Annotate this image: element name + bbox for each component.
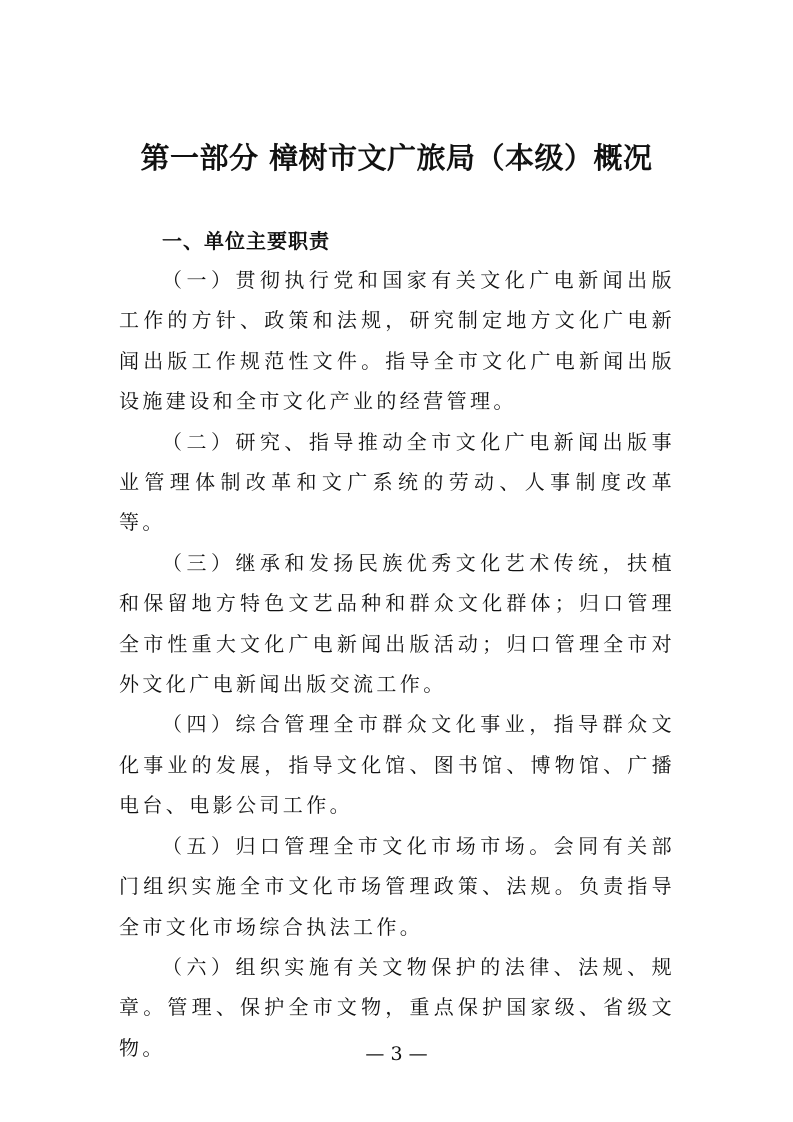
paragraph-duty-5: （五）归口管理全市文化市场市场。会同有关部门组织实施全市文化市场管理政策、法规。负责指导全市文化市场综合执法工作。 <box>119 833 675 939</box>
paragraph-duty-4: （四）综合管理全市群众文化事业，指导群众文化事业的发展，指导文化馆、图书馆、博物馆、广播电台、电影公司工作。 <box>119 712 675 818</box>
paragraph-duty-1: （一）贯彻执行党和国家有关文化广电新闻出版工作的方针、政策和法规，研究制定地方文化广电新闻出版工作规范性文件。指导全市文化广电新闻出版设施建设和全市文化产业的经营管理。 <box>119 268 675 414</box>
paragraph-duty-2: （二）研究、指导推动全市文化广电新闻出版事业管理体制改革和文广系统的劳动、人事制度改革等。 <box>119 429 675 535</box>
page-title: 第一部分 樟树市文广旅局（本级）概况 <box>140 141 653 175</box>
paragraph-duty-6: （六）组织实施有关文物保护的法律、法规、规章。管理、保护全市文物，重点保护国家级、省级文物。 <box>119 954 675 1060</box>
paragraph-duty-3: （三）继承和发扬民族优秀文化艺术传统，扶植和保留地方特色文艺品种和群众文化群体；归口管理全市性重大文化广电新闻出版活动；归口管理全市对外文化广电新闻出版交流工作。 <box>119 550 675 697</box>
section-heading: 一、单位主要职责 <box>162 229 330 253</box>
body-text <box>119 260 675 1068</box>
page-number: — 3 — <box>365 1043 428 1065</box>
